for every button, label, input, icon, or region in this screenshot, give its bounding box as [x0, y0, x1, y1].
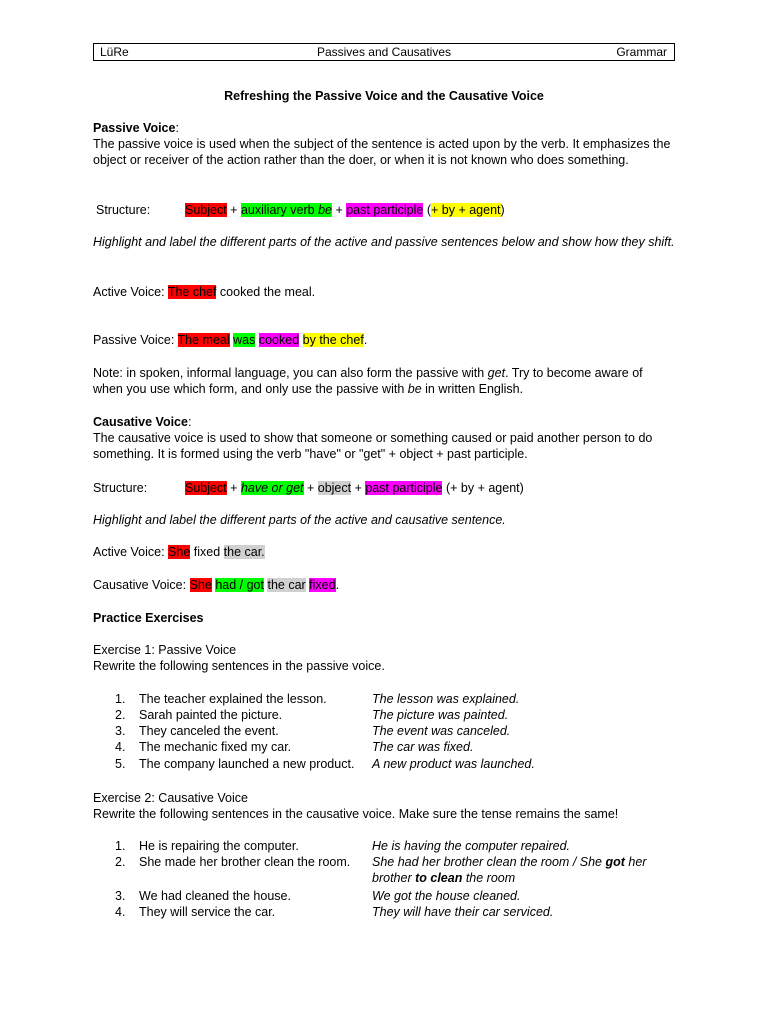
struct-past-participle: past participle [346, 203, 424, 217]
header-right: Grammar [616, 45, 667, 59]
struct-plus: + [226, 481, 241, 495]
passive-heading-colon: : [175, 121, 179, 135]
list-item [93, 723, 675, 739]
item-sentence: She made her brother clean the room. [139, 855, 351, 869]
active-object: the car. [223, 545, 265, 559]
item-number: 1. [115, 692, 126, 706]
causative-example [93, 577, 675, 593]
active-voice-label: Active Voice: [93, 285, 168, 299]
answer-to-clean: to clean [415, 871, 463, 886]
exercise2-instruction: Rewrite the following sentences in the causative voice. Make sure the tense remains the same! [93, 807, 619, 821]
causative-structure-formula [185, 480, 524, 496]
item-sentence: Sarah painted the picture. [139, 708, 283, 722]
causative-structure-label: Structure: [93, 481, 148, 495]
list-item [93, 691, 675, 707]
item-answer [372, 854, 672, 887]
struct-plus: + [331, 203, 347, 217]
item-sentence: We had cleaned the house. [139, 889, 291, 903]
causative-object: the car [267, 578, 306, 592]
item-number: 1. [115, 839, 126, 853]
item-sentence: They canceled the event. [139, 724, 279, 738]
struct-agent: (+ by + agent) [442, 481, 524, 495]
active-subject: The chef [167, 285, 217, 299]
item-answer: We got the house cleaned. [372, 889, 521, 903]
item-number: 4. [115, 740, 126, 754]
causative-description: The causative voice is used to show that someone or something caused or paid another person to do something. It is formed using the verb "have" or "get" + object + past participle. [93, 431, 653, 462]
item-answer: The picture was painted. [372, 708, 509, 722]
passive-structure-formula [185, 202, 505, 218]
active-rest: cooked the meal. [216, 285, 316, 299]
item-number: 2. [115, 855, 126, 869]
note-text-3: in written English. [421, 382, 524, 397]
causative-have: had / got [215, 578, 264, 592]
item-answer: A new product was launched. [372, 757, 535, 771]
item-sentence: They will service the car. [139, 905, 276, 919]
exercise2-title: Exercise 2: Causative Voice [93, 791, 248, 805]
struct-aux-verb [241, 203, 332, 217]
passive-description: The passive voice is used when the subject of the sentence is acted upon by the verb. It emphasizes the object or receiver of the action rather than the doer, or when it is not known who does something. [93, 137, 671, 168]
note-get: get [487, 366, 506, 380]
header-left: LüRe [100, 45, 129, 59]
list-item [93, 888, 675, 904]
struct-subject: Subject [185, 203, 227, 217]
struct-aux-be: be [318, 203, 332, 217]
item-number: 3. [115, 724, 126, 738]
item-number: 4. [115, 905, 126, 919]
struct-object: object [317, 481, 352, 495]
passive-aux: was [233, 333, 256, 347]
passive-structure [93, 202, 675, 218]
struct-plus: + [351, 481, 366, 495]
list-item [93, 739, 675, 755]
struct-open-paren: ( [423, 203, 431, 217]
causative-active-example [93, 544, 675, 560]
passive-voice-label: Passive Voice: [93, 333, 178, 347]
causative-end: . [335, 578, 340, 592]
causative-heading [93, 414, 675, 430]
passive-active-example [93, 284, 675, 300]
item-sentence: The mechanic fixed my car. [139, 740, 292, 754]
answer-part: She had her brother clean the room / She [372, 855, 606, 869]
document-title: Refreshing the Passive Voice and the Causative Voice [224, 89, 544, 103]
passive-end: . [363, 333, 368, 347]
item-sentence: The company launched a new product. [139, 757, 355, 771]
causative-pp: fixed [309, 578, 336, 592]
passive-heading-text: Passive Voice [93, 121, 176, 135]
list-item [93, 904, 675, 920]
exercise1-title: Exercise 1: Passive Voice [93, 643, 237, 657]
list-item [93, 838, 675, 854]
item-answer: They will have their car serviced. [372, 905, 554, 919]
passive-agent: by the chef [302, 333, 364, 347]
passive-heading [93, 120, 675, 136]
practice-heading: Practice Exercises [93, 611, 204, 625]
causative-heading-text: Causative Voice [93, 415, 188, 429]
list-item [93, 854, 675, 888]
causative-structure [93, 480, 675, 496]
note-be: be [407, 382, 422, 397]
causative-instruction: Highlight and label the different parts of the active and causative sentence. [93, 513, 506, 527]
struct-plus: + [226, 203, 241, 217]
struct-subject: Subject [185, 481, 227, 495]
passive-passive-example [93, 332, 675, 348]
struct-agent: + by + agent [431, 203, 501, 217]
list-item [93, 707, 675, 723]
item-number: 2. [115, 708, 126, 722]
answer-part: her brother [372, 855, 647, 886]
item-answer: The event was canceled. [372, 724, 511, 738]
page-header [93, 43, 675, 61]
item-sentence: The teacher explained the lesson. [139, 692, 327, 706]
passive-note [93, 365, 675, 398]
active-verb: fixed [190, 545, 224, 559]
causative-voice-label: Causative Voice: [93, 578, 190, 592]
note-text-2: . Try to become aware of when you use which form, and only use the passive with [93, 366, 643, 397]
struct-aux-text: auxiliary verb [240, 203, 319, 217]
note-text-1: Note: in spoken, informal language, you can also form the passive with [93, 366, 488, 380]
item-answer: The car was fixed. [372, 740, 474, 754]
struct-plus: + [303, 481, 318, 495]
item-number: 5. [115, 757, 126, 771]
answer-got: got [605, 855, 625, 869]
active-voice-label: Active Voice: [93, 545, 169, 559]
item-number: 3. [115, 889, 126, 903]
item-answer: The lesson was explained. [372, 692, 520, 706]
answer-part: the room [462, 871, 516, 886]
struct-have-or-get: have or get [240, 481, 304, 495]
item-sentence: He is repairing the computer. [139, 839, 299, 853]
passive-structure-label: Structure: [96, 203, 151, 217]
causative-heading-colon: : [187, 415, 192, 429]
passive-instruction: Highlight and label the different parts of the active and passive sentences below and show how they shift. [93, 235, 675, 249]
active-subject: She [168, 545, 191, 559]
passive-subject: The meal [177, 333, 230, 347]
passive-pp: cooked [258, 333, 300, 347]
header-center: Passives and Causatives [316, 45, 452, 59]
struct-close-paren: ) [500, 203, 505, 217]
causative-subject: She [189, 578, 212, 592]
list-item [93, 756, 675, 772]
struct-past-participle: past participle [365, 481, 443, 495]
exercise1-instruction: Rewrite the following sentences in the passive voice. [93, 659, 385, 673]
item-answer: He is having the computer repaired. [372, 839, 571, 853]
